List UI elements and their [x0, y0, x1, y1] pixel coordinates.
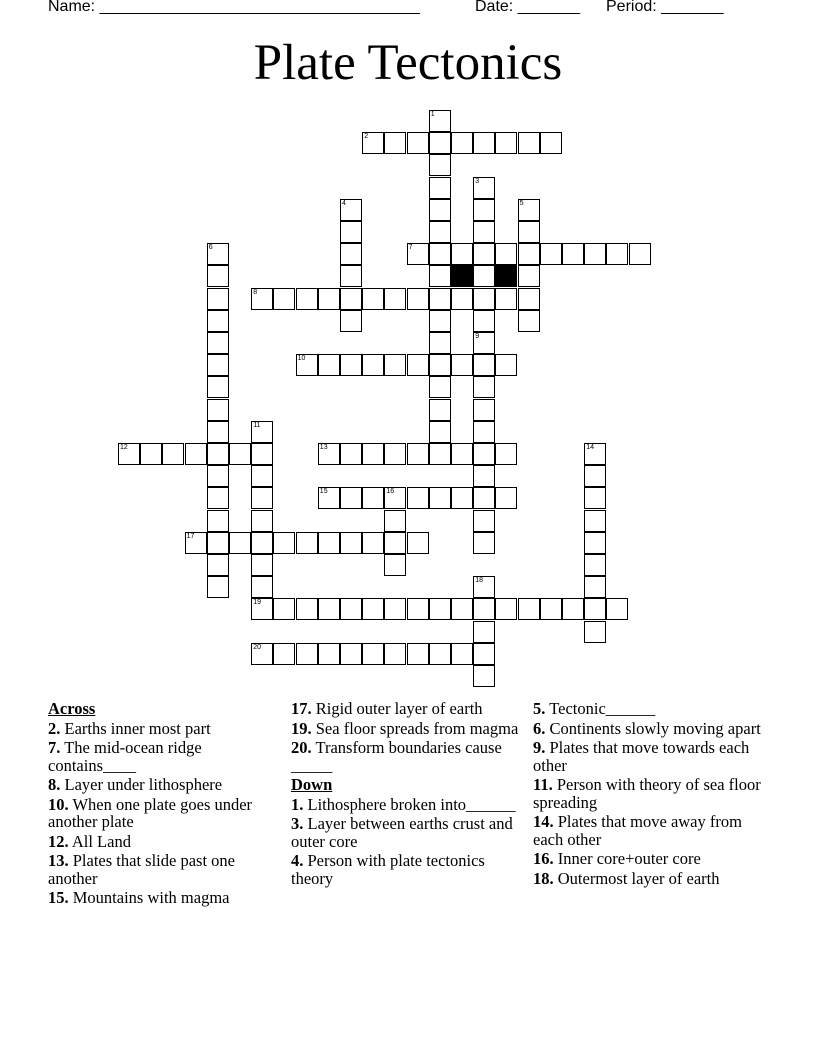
crossword-cell[interactable] — [340, 354, 362, 376]
crossword-cell[interactable] — [429, 110, 451, 132]
down-clue — [533, 720, 773, 738]
blocked-cell — [451, 265, 473, 287]
crossword-cell[interactable] — [251, 554, 273, 576]
down-clue — [533, 700, 773, 718]
clue-number-label: 20 — [253, 643, 261, 651]
crossword-cell[interactable] — [207, 310, 229, 332]
crossword-cell[interactable] — [429, 243, 451, 265]
crossword-cell[interactable] — [318, 288, 340, 310]
crossword-cell[interactable] — [162, 443, 184, 465]
crossword-cell[interactable] — [296, 532, 318, 554]
crossword-cell[interactable] — [584, 510, 606, 532]
crossword-cell[interactable] — [384, 288, 406, 310]
clue-number-label: 10 — [297, 355, 306, 363]
clue-number: 6. — [533, 718, 546, 738]
clue-number-label: 9 — [475, 333, 480, 340]
clue-text: Person with plate tectonics theory — [291, 851, 485, 888]
crossword-cell[interactable] — [384, 354, 406, 376]
crossword-cell[interactable] — [473, 376, 495, 398]
clue-number-label: 12 — [120, 444, 128, 451]
crossword-cell[interactable] — [362, 643, 384, 665]
crossword-cell[interactable] — [518, 310, 540, 332]
clue-text: Inner core+outer core — [557, 849, 701, 868]
across-clue — [48, 739, 288, 774]
crossword-cell[interactable] — [473, 243, 495, 265]
crossword-cell[interactable] — [207, 399, 229, 421]
crossword-cell[interactable] — [429, 288, 451, 310]
crossword-cell[interactable] — [429, 332, 451, 354]
crossword-cell[interactable] — [251, 510, 273, 532]
crossword-cell[interactable] — [540, 132, 562, 154]
crossword-cell[interactable] — [118, 443, 140, 465]
clues-column-3 — [533, 700, 773, 889]
across-clue — [48, 889, 288, 907]
crossword-cell[interactable] — [407, 532, 429, 554]
clue-number: 5. — [533, 699, 546, 718]
crossword-cell[interactable] — [495, 288, 517, 310]
clue-text: The mid-ocean ridge contains____ — [48, 738, 202, 775]
clue-number-label: 4 — [342, 199, 346, 207]
crossword-cell[interactable] — [473, 354, 495, 376]
crossword-cell[interactable] — [495, 598, 517, 620]
clues-column-2 — [291, 700, 531, 889]
crossword-cell[interactable] — [207, 332, 229, 354]
crossword-cell[interactable] — [384, 643, 406, 665]
across-clue — [291, 700, 531, 718]
page-title: Plate Tectonics — [253, 35, 563, 91]
crossword-cell[interactable] — [473, 443, 495, 465]
crossword-cell[interactable] — [495, 443, 517, 465]
crossword-cell[interactable] — [407, 288, 429, 310]
crossword-cell[interactable] — [473, 598, 495, 620]
crossword-cell[interactable] — [473, 510, 495, 532]
clue-text: Earths inner most part — [64, 718, 211, 738]
crossword-cell[interactable] — [207, 487, 229, 509]
crossword-cell[interactable] — [473, 487, 495, 509]
crossword-cell[interactable] — [473, 621, 495, 643]
clue-text: Lithosphere broken into______ — [307, 794, 516, 814]
clue-number: 15. — [48, 888, 69, 907]
crossword-cell[interactable] — [384, 598, 406, 620]
crossword-cell[interactable] — [296, 643, 318, 665]
crossword-cell[interactable] — [296, 288, 318, 310]
down-clue — [291, 815, 531, 850]
clue-number: 20. — [291, 738, 312, 757]
clue-number-label: 3 — [475, 177, 480, 185]
crossword-cell[interactable] — [185, 532, 207, 554]
crossword-cell[interactable] — [429, 598, 451, 620]
crossword-cell[interactable] — [584, 576, 606, 598]
crossword-cell[interactable] — [429, 399, 451, 421]
crossword-cell[interactable] — [407, 598, 429, 620]
crossword-cell[interactable] — [451, 487, 473, 509]
down-clue — [291, 796, 531, 814]
clue-number-label: 11 — [253, 421, 261, 429]
across-clue — [48, 776, 288, 794]
crossword-cell[interactable] — [207, 554, 229, 576]
crossword-cell[interactable] — [473, 665, 495, 687]
crossword-cell[interactable] — [273, 643, 295, 665]
crossword-cell[interactable] — [207, 443, 229, 465]
crossword-cell[interactable] — [562, 598, 584, 620]
clue-text: Outermost layer of earth — [557, 868, 720, 888]
crossword-cell[interactable] — [429, 354, 451, 376]
crossword-cell[interactable] — [429, 376, 451, 398]
clue-number: 18. — [533, 868, 554, 888]
down-clue — [533, 850, 773, 868]
crossword-cell[interactable] — [473, 532, 495, 554]
crossword-cell[interactable] — [340, 487, 362, 509]
crossword-cell[interactable] — [473, 421, 495, 443]
crossword-cell[interactable] — [429, 199, 451, 221]
crossword-cell[interactable] — [518, 132, 540, 154]
crossword-cell[interactable] — [318, 598, 340, 620]
crossword-cell[interactable] — [451, 643, 473, 665]
crossword-cell[interactable] — [429, 221, 451, 243]
crossword-cell[interactable] — [429, 310, 451, 332]
crossword-cell[interactable] — [207, 354, 229, 376]
crossword-cell[interactable] — [495, 354, 517, 376]
across-clue — [48, 796, 288, 831]
crossword-cell[interactable] — [251, 465, 273, 487]
clue-number-label: 7 — [408, 244, 413, 252]
down-clue — [533, 776, 773, 811]
crossword-cell[interactable] — [584, 443, 606, 465]
crossword-cell[interactable] — [229, 443, 251, 465]
clue-text: Plates that slide past one another — [48, 851, 235, 888]
crossword-cell[interactable] — [318, 354, 340, 376]
clue-text: Tectonic______ — [549, 699, 656, 718]
crossword-cell[interactable] — [296, 354, 318, 376]
crossword-cell[interactable] — [584, 243, 606, 265]
across-clue — [48, 720, 288, 738]
crossword-cell[interactable] — [251, 576, 273, 598]
crossword-cell[interactable] — [429, 487, 451, 509]
clue-number-label: 13 — [319, 444, 328, 451]
crossword-cell[interactable] — [207, 465, 229, 487]
clue-number-label: 18 — [475, 577, 483, 585]
clue-text: Layer between earths crust and outer core — [291, 814, 513, 851]
clue-number-label: 8 — [253, 288, 258, 296]
crossword-cell[interactable] — [185, 443, 207, 465]
crossword-cell[interactable] — [384, 443, 406, 465]
crossword-cell[interactable] — [584, 487, 606, 509]
crossword-cell[interactable] — [429, 132, 451, 154]
crossword-cell[interactable] — [473, 177, 495, 199]
clue-number: 17. — [291, 699, 312, 718]
across-clue — [48, 852, 288, 887]
clue-text: Transform boundaries cause _____ — [291, 738, 502, 775]
crossword-cell[interactable] — [451, 243, 473, 265]
crossword-cell[interactable] — [207, 532, 229, 554]
date-field[interactable]: Date: _______ — [475, 0, 580, 15]
crossword-cell[interactable] — [384, 532, 406, 554]
clue-number-label: 1 — [430, 111, 435, 118]
crossword-cell[interactable] — [340, 643, 362, 665]
crossword-cell[interactable] — [340, 310, 362, 332]
clue-number: 2. — [48, 718, 61, 738]
crossword-cell[interactable] — [518, 221, 540, 243]
clue-number: 4. — [291, 851, 304, 870]
clue-number-label: 19 — [253, 599, 261, 607]
crossword-cell[interactable] — [207, 243, 229, 265]
crossword-cell[interactable] — [296, 598, 318, 620]
crossword-cell[interactable] — [451, 598, 473, 620]
crossword-cell[interactable] — [273, 288, 295, 310]
crossword-cell[interactable] — [318, 487, 340, 509]
crossword-cell[interactable] — [407, 443, 429, 465]
crossword-cell[interactable] — [340, 199, 362, 221]
blocked-cell — [495, 265, 517, 287]
clue-text: Mountains with magma — [72, 888, 230, 907]
clue-number: 9. — [533, 738, 546, 757]
clue-number: 13. — [48, 851, 69, 870]
crossword-cell[interactable] — [318, 443, 340, 465]
crossword-cell[interactable] — [473, 221, 495, 243]
crossword-cell[interactable] — [207, 376, 229, 398]
across-clue — [291, 739, 531, 774]
clue-text: Plates that move away from each other — [533, 812, 742, 849]
clue-number: 12. — [48, 831, 69, 851]
crossword-cell[interactable] — [407, 487, 429, 509]
crossword-cell[interactable] — [407, 132, 429, 154]
crossword-cell[interactable] — [207, 265, 229, 287]
clue-number-label: 6 — [208, 244, 213, 252]
crossword-cell[interactable] — [584, 554, 606, 576]
clue-number-label: 5 — [519, 199, 524, 207]
clue-number: 7. — [48, 738, 61, 757]
clue-text: Person with theory of sea floor spreading — [533, 775, 761, 812]
crossword-cell[interactable] — [407, 243, 429, 265]
clues-column-1 — [48, 700, 288, 909]
crossword-cell[interactable] — [207, 288, 229, 310]
crossword-cell[interactable] — [251, 443, 273, 465]
crossword-cell[interactable] — [340, 443, 362, 465]
clue-number: 8. — [48, 775, 61, 794]
clue-text: Rigid outer layer of earth — [315, 699, 483, 718]
crossword-cell[interactable] — [229, 532, 251, 554]
crossword-cell[interactable] — [362, 487, 384, 509]
clue-number-label: 15 — [319, 488, 328, 496]
name-field[interactable]: Name: ____________________________________ — [48, 0, 420, 15]
crossword-cell[interactable] — [606, 598, 628, 620]
crossword-cell[interactable] — [429, 643, 451, 665]
crossword-cell[interactable] — [451, 132, 473, 154]
down-clue — [533, 870, 773, 888]
crossword-cell[interactable] — [207, 576, 229, 598]
crossword-cell[interactable] — [473, 332, 495, 354]
crossword-cell[interactable] — [251, 532, 273, 554]
crossword-cell[interactable] — [540, 598, 562, 620]
crossword-cell[interactable] — [362, 354, 384, 376]
crossword-cell[interactable] — [429, 421, 451, 443]
crossword-cell[interactable] — [584, 532, 606, 554]
crossword-cell[interactable] — [473, 465, 495, 487]
crossword-cell[interactable] — [140, 443, 162, 465]
crossword-cell[interactable] — [251, 421, 273, 443]
crossword-cell[interactable] — [384, 487, 406, 509]
crossword-cell[interactable] — [429, 154, 451, 176]
clue-number-label: 16 — [386, 488, 395, 496]
crossword-cell[interactable] — [340, 265, 362, 287]
crossword-cell[interactable] — [495, 243, 517, 265]
crossword-cell[interactable] — [384, 554, 406, 576]
across-heading: Across — [48, 699, 96, 718]
clue-number: 16. — [533, 849, 554, 868]
down-clue — [533, 813, 773, 848]
clue-number-label: 14 — [586, 444, 594, 451]
clue-text: Continents slowly moving apart — [549, 718, 761, 738]
crossword-cell[interactable] — [273, 598, 295, 620]
crossword-cell[interactable] — [473, 199, 495, 221]
crossword-cell[interactable] — [518, 243, 540, 265]
period-field[interactable]: Period: _______ — [606, 0, 724, 15]
crossword-cell[interactable] — [362, 132, 384, 154]
crossword-cell[interactable] — [318, 532, 340, 554]
crossword-cell[interactable] — [473, 132, 495, 154]
clue-number: 10. — [48, 794, 69, 814]
crossword-cell[interactable] — [340, 532, 362, 554]
crossword-cell[interactable] — [540, 243, 562, 265]
crossword-cell[interactable] — [340, 243, 362, 265]
crossword-cell[interactable] — [207, 510, 229, 532]
crossword-cell[interactable] — [429, 443, 451, 465]
crossword-cell[interactable] — [562, 243, 584, 265]
crossword-cell[interactable] — [251, 487, 273, 509]
crossword-cell[interactable] — [606, 243, 628, 265]
crossword-cell[interactable] — [384, 510, 406, 532]
crossword-cell[interactable] — [584, 621, 606, 643]
clue-number-label: 2 — [364, 133, 369, 141]
down-clue — [533, 739, 773, 774]
crossword-cell[interactable] — [362, 598, 384, 620]
crossword-cell[interactable] — [518, 265, 540, 287]
crossword-cell[interactable] — [473, 310, 495, 332]
crossword-cell[interactable] — [495, 487, 517, 509]
down-clue — [291, 852, 531, 887]
across-clue — [48, 833, 288, 851]
crossword-cell[interactable] — [362, 443, 384, 465]
crossword-cell[interactable] — [340, 221, 362, 243]
crossword-cell[interactable] — [518, 288, 540, 310]
crossword-cell[interactable] — [451, 443, 473, 465]
crossword-cell[interactable] — [473, 265, 495, 287]
crossword-cell[interactable] — [318, 643, 340, 665]
crossword-cell[interactable] — [429, 265, 451, 287]
down-heading: Down — [291, 775, 333, 794]
crossword-cell[interactable] — [518, 199, 540, 221]
crossword-cell[interactable] — [451, 354, 473, 376]
crossword-cell[interactable] — [362, 532, 384, 554]
clue-text: All Land — [71, 831, 131, 851]
crossword-cell[interactable] — [251, 643, 273, 665]
clue-text: Layer under lithosphere — [64, 775, 223, 794]
across-clue — [291, 720, 531, 738]
crossword-cell[interactable] — [340, 288, 362, 310]
clue-number: 3. — [291, 814, 304, 833]
crossword-cell[interactable] — [407, 354, 429, 376]
crossword-cell[interactable] — [251, 288, 273, 310]
clue-number: 19. — [291, 718, 312, 738]
crossword-cell[interactable] — [629, 243, 651, 265]
crossword-cell[interactable] — [407, 643, 429, 665]
crossword-cell[interactable] — [451, 288, 473, 310]
crossword-cell[interactable] — [207, 421, 229, 443]
clue-text: Sea floor spreads from magma — [315, 718, 519, 738]
crossword-cell[interactable] — [518, 598, 540, 620]
crossword-cell[interactable] — [584, 598, 606, 620]
crossword-cell[interactable] — [495, 132, 517, 154]
clue-number-label: 17 — [186, 532, 195, 540]
clue-text: When one plate goes under another plate — [48, 794, 253, 831]
clue-number: 1. — [291, 794, 304, 814]
crossword-cell[interactable] — [473, 288, 495, 310]
clue-number: 11. — [533, 775, 553, 794]
clue-text: Plates that move towards each other — [533, 738, 750, 775]
crossword-cell[interactable] — [251, 598, 273, 620]
crossword-cell[interactable] — [273, 532, 295, 554]
crossword-cell[interactable] — [362, 288, 384, 310]
crossword-cell[interactable] — [473, 399, 495, 421]
crossword-cell[interactable] — [584, 465, 606, 487]
crossword-cell[interactable] — [473, 643, 495, 665]
clue-number: 14. — [533, 812, 554, 831]
crossword-cell[interactable] — [429, 177, 451, 199]
crossword-cell[interactable] — [384, 132, 406, 154]
crossword-cell[interactable] — [473, 576, 495, 598]
crossword-cell[interactable] — [340, 598, 362, 620]
